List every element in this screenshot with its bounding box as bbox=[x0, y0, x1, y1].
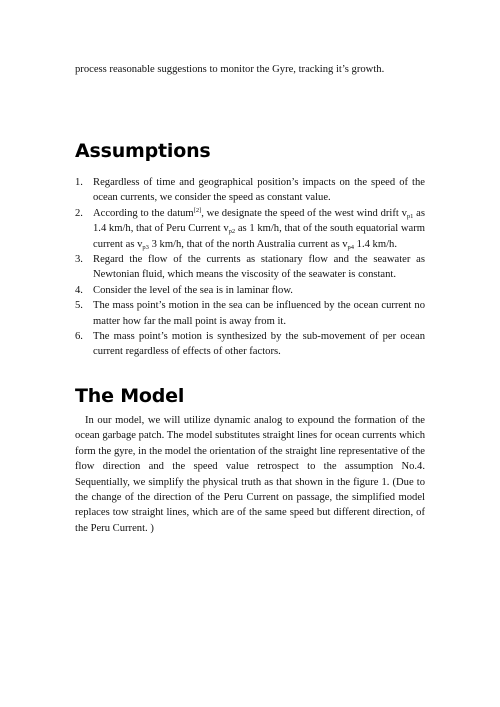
subscript: p1 bbox=[406, 212, 414, 220]
intro-line: process reasonable suggestions to monitor the Gyre, tracking it’s growth. bbox=[75, 64, 385, 75]
assumption-item bbox=[75, 175, 425, 206]
assumption-text: The mass point’s motion in the sea can be influenced by the ocean current no matter how far the mall point is away from it. bbox=[93, 300, 425, 327]
assumption-text: Regardless of time and geographical position’s impacts on the speed of the ocean currents, we consider the speed as constant value. bbox=[93, 177, 425, 204]
text-fragment: According to the datum bbox=[93, 207, 194, 219]
subscript: p3 bbox=[142, 243, 149, 251]
list-number: 5. bbox=[75, 300, 83, 312]
assumption-item bbox=[75, 283, 425, 298]
list-number: 4. bbox=[75, 284, 83, 296]
text-fragment: 3 km/h, that of the north Australia current as v bbox=[148, 238, 348, 250]
assumption-text: Regard the flow of the currents as stationary flow and the seawater as Newtonian fluid, which means the viscosity of the seawater is constant. bbox=[93, 254, 425, 281]
list-number: 1. bbox=[75, 177, 83, 188]
subscript: p4 bbox=[347, 243, 355, 251]
assumption-item bbox=[75, 206, 425, 252]
list-number: 2. bbox=[75, 207, 83, 219]
model-heading: The Model bbox=[75, 385, 185, 407]
text-fragment: as 1.4 km/h, that of Peru Current v bbox=[93, 207, 425, 235]
assumption-item bbox=[75, 252, 425, 283]
list-number: 6. bbox=[75, 331, 83, 343]
assumption-text: Consider the level of the sea is in laminar flow. bbox=[93, 284, 293, 296]
model-paragraph: In our model, we will utilize dynamic analog to expound the formation of the ocean garbage patch. The model substitutes straight lines for ocean currents which form the gyre, in the model the orientation of the straight line representative of the flow direction and the speed value retrospect to the assumption No.4. Sequentially, we simplify the physical truth as that shown in the figure 1. (Due to the change of the direction of the Peru Current on passage, the simplified model replaces tow straight lines, which are of the same speed but different direction, of the Peru Current. ) bbox=[75, 415, 425, 534]
assumptions-heading: Assumptions bbox=[75, 140, 211, 162]
text-fragment: as 1 km/h, that of the south equatorial warm current as v bbox=[93, 223, 425, 250]
assumption-item bbox=[75, 298, 425, 329]
text-fragment: 1.4 km/h. bbox=[354, 238, 397, 250]
text-fragment: , we designate the speed of the west wind drift v bbox=[201, 207, 407, 219]
list-number: 3. bbox=[75, 254, 83, 266]
subscript: p2 bbox=[228, 228, 236, 236]
assumption-text bbox=[93, 208, 425, 250]
citation-ref: [2] bbox=[193, 206, 202, 214]
assumption-text: The mass point’s motion is synthesized by the sub-movement of per ocean current regardless of effects of other factors. bbox=[93, 331, 425, 358]
assumptions-list bbox=[75, 175, 425, 360]
assumption-item bbox=[75, 329, 425, 360]
